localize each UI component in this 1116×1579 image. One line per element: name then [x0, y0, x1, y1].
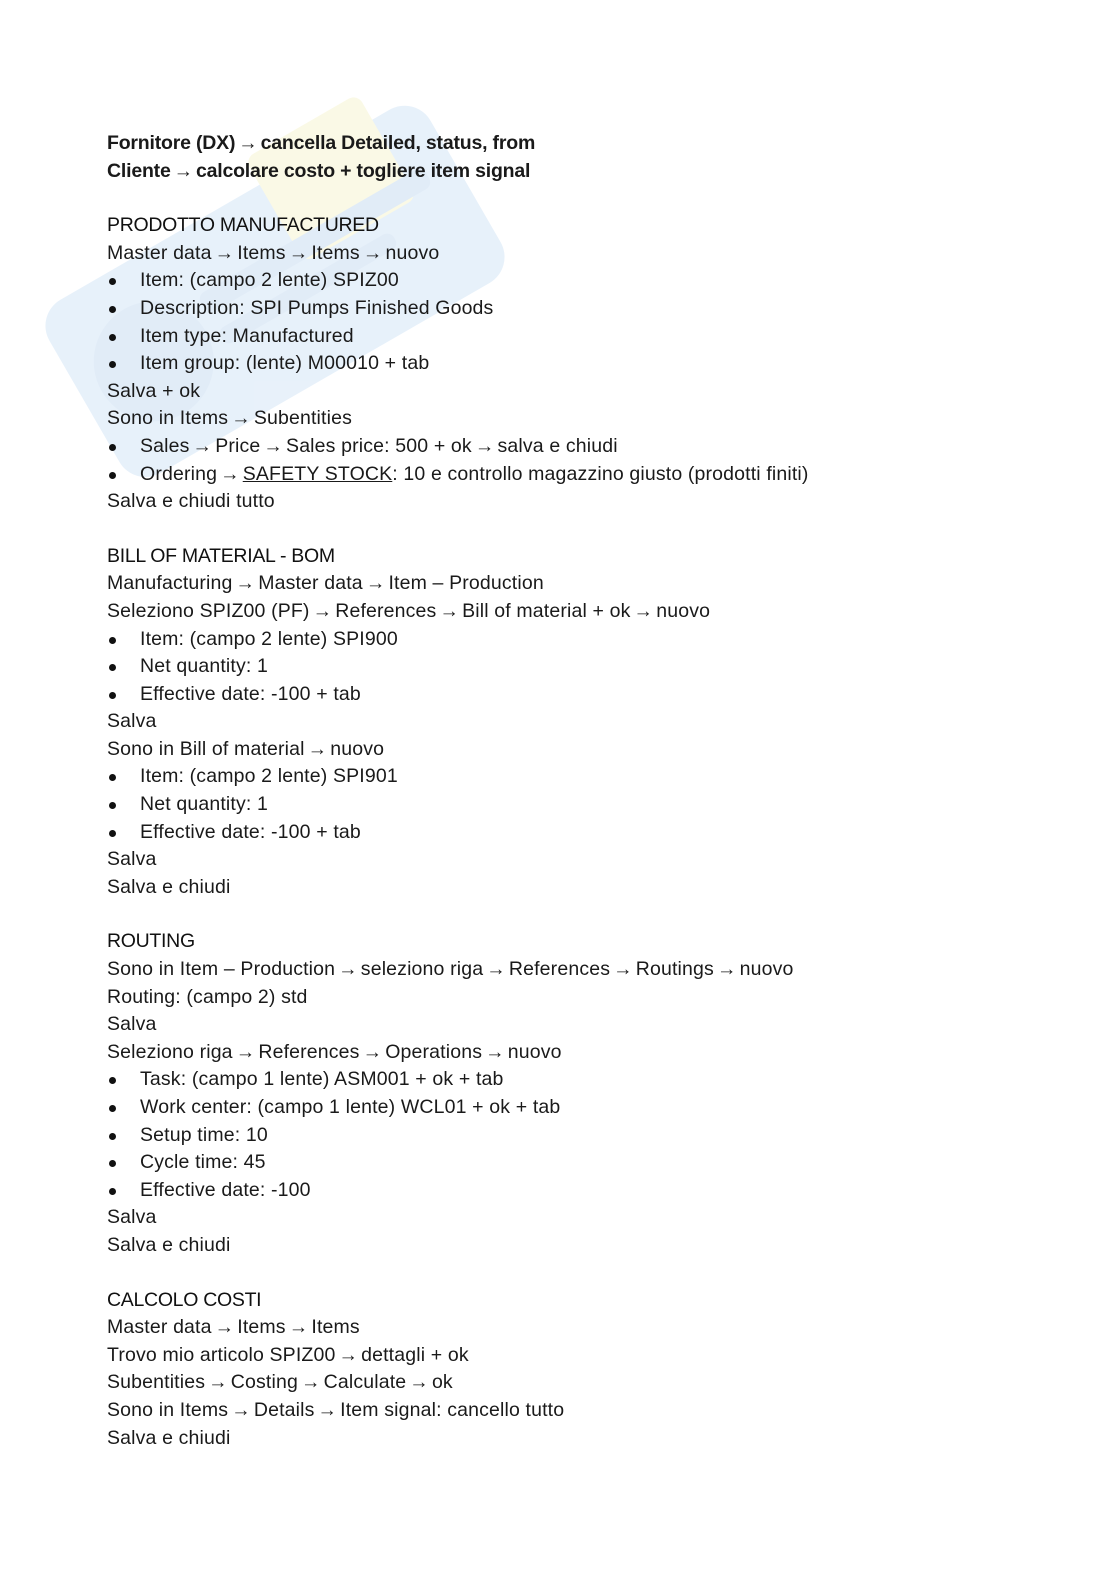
arrow-icon: →: [231, 1398, 251, 1421]
nav-step: Items: [237, 241, 286, 264]
arrow-icon: →: [214, 241, 235, 264]
list-item: Net quantity: 1: [107, 653, 1007, 681]
nav-step: Price: [215, 434, 261, 457]
nav-path: [107, 736, 1007, 764]
step-text: Salva: [107, 1013, 157, 1036]
nav-step: Sono in Items: [107, 407, 229, 430]
list-item: [107, 461, 1007, 489]
intro-cliente-action: calcolare costo + togliere item signal: [195, 159, 531, 182]
arrow-icon: →: [173, 159, 193, 182]
safety-stock-label: SAFETY STOCK: [242, 462, 393, 485]
list-item: Cycle time: 45: [107, 1149, 1007, 1177]
nav-path: [107, 598, 1007, 626]
nav-step: dettagli + ok: [361, 1343, 469, 1366]
list-item: Item group: (lente) M00010 + tab: [107, 350, 1007, 378]
arrow-icon: →: [362, 241, 383, 264]
nav-step: Bill of material + ok: [462, 599, 631, 622]
nav-step: Items: [311, 241, 360, 264]
nav-path: [107, 1342, 1007, 1370]
section-title: BILL OF MATERIAL - BOM: [107, 544, 335, 567]
arrow-icon: →: [338, 958, 358, 981]
step-text: Routing: (campo 2) std: [107, 985, 308, 1008]
arrow-icon: →: [362, 1040, 383, 1063]
intro-line-fornitore: [107, 130, 1007, 158]
nav-step: Master data: [107, 241, 212, 264]
step-text: Salva: [107, 848, 157, 871]
section-title: ROUTING: [107, 930, 195, 953]
arrow-icon: →: [214, 1316, 235, 1339]
nav-step: Costing: [230, 1371, 298, 1394]
nav-step: nuovo: [507, 1040, 562, 1063]
nav-step: Item signal: cancello tutto: [340, 1398, 565, 1421]
intro-fornitore-label: Fornitore (DX): [107, 132, 236, 154]
nav-path: [107, 956, 1007, 984]
nav-step: nuovo: [656, 599, 711, 622]
nav-path: [107, 240, 1007, 268]
list-item: Net quantity: 1: [107, 791, 1007, 819]
section-routing: [107, 928, 1007, 1259]
section-title: PRODOTTO MANUFACTURED: [107, 214, 379, 237]
nav-step: Sales: [140, 434, 190, 457]
list-item: Setup time: 10: [107, 1122, 1007, 1150]
nav-step: Master data: [258, 572, 363, 595]
nav-step: Master data: [107, 1316, 212, 1339]
nav-step: Items: [237, 1316, 286, 1339]
list-item: Effective date: -100 + tab: [107, 819, 1007, 847]
arrow-icon: →: [288, 1316, 309, 1339]
nav-step: Routings: [635, 958, 714, 981]
arrow-icon: →: [317, 1398, 338, 1421]
arrow-icon: →: [235, 572, 256, 595]
step-text: Salva e chiudi: [107, 875, 231, 898]
nav-path: [107, 1039, 1007, 1067]
nav-step: References: [508, 958, 611, 981]
nav-step: References: [335, 599, 437, 622]
nav-step: nuovo: [385, 241, 440, 264]
nav-step: Sales price: 500 + ok: [286, 434, 472, 457]
list-item: Task: (campo 1 lente) ASM001 + ok + tab: [107, 1066, 1007, 1094]
arrow-icon: →: [716, 958, 737, 981]
list-item: Work center: (campo 1 lente) WCL01 + ok + tab: [107, 1094, 1007, 1122]
intro-line-cliente: [107, 158, 1007, 186]
step-text: Salva: [107, 710, 157, 733]
nav-step: Subentities: [253, 407, 352, 430]
step-text: Salva e chiudi: [107, 1233, 231, 1256]
arrow-icon: →: [439, 599, 460, 622]
nav-step: Calculate: [323, 1371, 407, 1394]
nav-step: References: [258, 1040, 360, 1063]
arrow-icon: →: [238, 132, 258, 154]
nav-step: Items: [311, 1316, 360, 1339]
list-item: Item: (campo 2 lente) SPIZ00: [107, 267, 1007, 295]
nav-step: Seleziono riga: [107, 1040, 233, 1063]
arrow-icon: →: [288, 241, 309, 264]
nav-step: salva e chiudi: [497, 434, 618, 457]
list-item: Item: (campo 2 lente) SPI900: [107, 626, 1007, 654]
arrow-icon: →: [220, 462, 240, 485]
intro-cliente-label: Cliente: [107, 159, 171, 182]
list-item: Description: SPI Pumps Finished Goods: [107, 295, 1007, 323]
document-page: [107, 130, 1007, 1479]
step-text: Salva + ok: [107, 379, 201, 402]
step-text: Salva: [107, 1206, 157, 1229]
arrow-icon: →: [263, 434, 284, 457]
nav-step: Trovo mio articolo SPIZ00: [107, 1343, 336, 1366]
arrow-icon: →: [231, 407, 251, 430]
section-bom: [107, 543, 1007, 902]
intro-fornitore-action: cancella Detailed, status, from: [260, 132, 536, 154]
arrow-icon: →: [409, 1371, 429, 1394]
nav-step: Details: [253, 1398, 315, 1421]
list-item: Item type: Manufactured: [107, 323, 1007, 351]
section-prodotto: [107, 212, 1007, 516]
list-item: Effective date: -100: [107, 1177, 1007, 1205]
safety-stock-value: : 10 e controllo magazzino giusto (prodotti finiti): [392, 462, 809, 485]
arrow-icon: →: [312, 599, 333, 622]
arrow-icon: →: [474, 434, 495, 457]
nav-step: Manufacturing: [107, 572, 233, 595]
section-costi: [107, 1287, 1007, 1453]
arrow-icon: →: [300, 1371, 321, 1394]
list-item: [107, 433, 1007, 461]
nav-step: Sono in Bill of material: [107, 737, 305, 760]
nav-step: Sono in Items: [107, 1398, 229, 1421]
arrow-icon: →: [486, 958, 506, 981]
nav-step: Seleziono SPIZ00 (PF): [107, 599, 310, 622]
arrow-icon: →: [208, 1371, 228, 1394]
nav-path: [107, 1397, 1007, 1425]
nav-path: [107, 1314, 1007, 1342]
step-text: Salva e chiudi: [107, 1426, 231, 1449]
intro-block: [107, 130, 1007, 185]
arrow-icon: →: [485, 1040, 505, 1063]
nav-step: ok: [431, 1371, 453, 1394]
nav-path: [107, 1369, 1007, 1397]
list-item: Item: (campo 2 lente) SPI901: [107, 763, 1007, 791]
section-title: CALCOLO COSTI: [107, 1288, 262, 1311]
nav-step: Ordering: [140, 462, 218, 485]
arrow-icon: →: [613, 958, 633, 981]
nav-step: Item – Production: [388, 572, 544, 595]
arrow-icon: →: [192, 434, 213, 457]
nav-step: seleziono riga: [360, 958, 484, 981]
step-text: Salva e chiudi tutto: [107, 490, 275, 513]
nav-path: [107, 570, 1007, 598]
nav-step: Subentities: [107, 1371, 206, 1394]
arrow-icon: →: [235, 1040, 256, 1063]
arrow-icon: →: [338, 1343, 359, 1366]
list-item: Effective date: -100 + tab: [107, 681, 1007, 709]
arrow-icon: →: [307, 737, 328, 760]
nav-step: nuovo: [330, 737, 385, 760]
nav-step: Sono in Item – Production: [107, 958, 336, 981]
nav-step: Operations: [385, 1040, 483, 1063]
arrow-icon: →: [365, 572, 386, 595]
nav-step: nuovo: [739, 958, 794, 981]
nav-path: [107, 405, 1007, 433]
arrow-icon: →: [633, 599, 654, 622]
